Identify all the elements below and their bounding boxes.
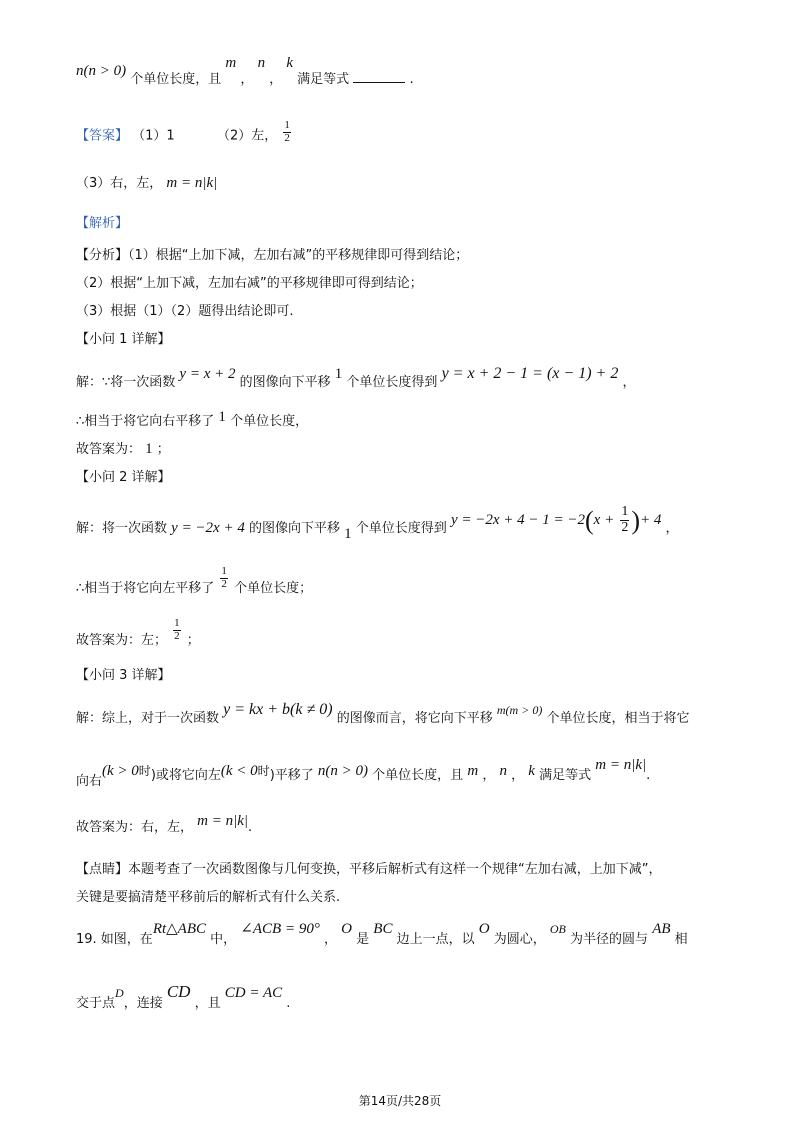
math-n: n [257,55,266,71]
math-translated-expression: y = x + 2 − 1 = (x − 1) + 2 [441,365,619,382]
fenxi-line-3: （3）根据（1）（2）题得出结论即可. [76,304,294,319]
answer-part3: （3）右，左， m = n|k| [76,175,218,191]
math-m: m [225,55,237,71]
text: ， [240,72,254,87]
fraction-one-half: $\frac{1}{2}$ [174,617,180,642]
dianjing-line-2: 关键是要搞清楚平移前后的解析式有什么关系. [76,890,341,905]
math-m-eq-n-abs-k: m = n|k| [166,175,218,191]
q1-step3: 故答案为： 1 ； [76,441,170,457]
q1-title: 【小问 1 详解】 [76,332,171,347]
fraction-one-half: $\frac{1}{2}$ [284,119,290,144]
q3-step2: 向右(k > 0时)或将它向左(k < 0时)平移了 n(n > 0) 个单位长度，且 m ， n ， k 满足等式 m = n|k|. [76,757,651,789]
answer-tag: 【答案】 [76,128,129,144]
page-footer: 第14页/共28页 [358,1094,442,1108]
answer-part2: （2）左， [216,128,278,144]
q2-step3: 故答案为：左； $\frac{1}{2}$ ； [76,617,200,648]
math-n-condition: n(n > 0) [76,63,127,79]
problem-19-line-1: 19. 如图，在Rt△ABC 中， ∠ACB = 90° ， O 是 BC 边上一点，以 O 为圆心， OB 为半径的圆与 AB 相 [76,921,688,947]
analysis-title: 【解析】 [76,216,129,231]
text: 满足等式 [297,72,350,87]
q2-step2: ∴相当于将它向左平移了 $\frac{1}{2}$ 个单位长度； [76,565,313,596]
fenxi-line-1: 【分析】（1）根据“上加下减，左加右减”的平移规律即可得到结论； [76,248,469,263]
q3-title: 【小问 3 详解】 [76,668,171,683]
q2-title: 【小问 2 详解】 [76,470,171,485]
dianjing-line-1: 【点睛】本题考查了一次函数图像与几何变换，平移后解析式有这样一个规律“左加右减，上加下减”， [76,862,662,877]
fraction-one-half: $\frac{1}{2}$ [221,565,227,590]
math-y-neg2x-plus-4: y = −2x + 4 [171,520,245,537]
text: ， [269,72,283,87]
q2-step1: 解：将一次函数 y = −2x + 4 的图像向下平移 1 个单位长度得到 y = −2x + 4 − 1 = −2(x + $\frac{1}{2}$ )+ 4 ， [76,504,679,543]
answer-blank [353,72,405,83]
math-k: k [286,55,294,71]
math-one: 1 [334,366,343,382]
q3-step1: 解：综上，对于一次函数 y = kx + b(k ≠ 0) 的图像而言，将它向下平移 m(m > 0) 个单位长度，相当于将它 [76,701,690,726]
answer-line [76,119,293,148]
q1-step1: 解：∵将一次函数 y = x + 2 的图像向下平移 1 个单位长度得到 y = x + 2 − 1 = (x − 1) + 2 ， [76,365,636,390]
fenxi-line-2: （2）根据“上加下减，左加右减”的平移规律即可得到结论； [76,276,423,291]
q3-step3: 故答案为：右，左， m = n|k|. [76,813,253,835]
answer-part1: （1）1 [132,128,175,144]
text: 个单位长度，且 [130,72,222,87]
math-general-linear: y = kx + b(k ≠ 0) [223,701,333,718]
text: . [409,72,414,87]
math-m-condition: m(m > 0) [496,703,543,717]
problem-19-line-2: 交于点D，连接 CD ，且 CD = AC . [76,982,291,1011]
fraction-one-half: $\frac{1}{2}$ [621,504,629,536]
q1-step2: ∴相当于将它向右平移了 1 个单位长度， [76,409,309,429]
intro-line [76,55,414,87]
math-y-x-plus-2: y = x + 2 [179,366,236,382]
